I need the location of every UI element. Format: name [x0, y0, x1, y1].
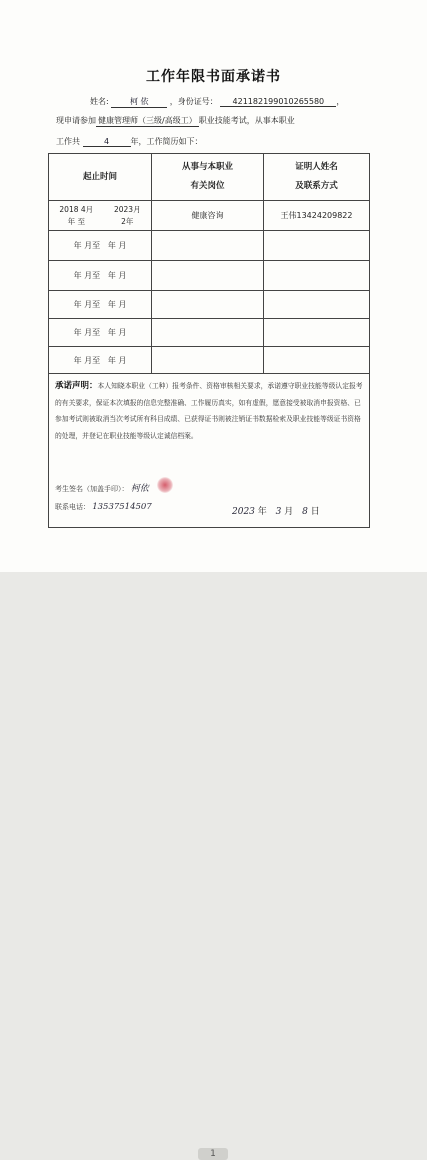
name-label: 姓名:	[90, 97, 109, 106]
phone-line	[55, 502, 152, 512]
table-header-row	[49, 154, 370, 201]
phone-label: 联系电话：	[55, 503, 90, 511]
date-month: 3	[275, 507, 282, 517]
phone-value: 13537514507	[92, 502, 152, 512]
header-post-line2: 有关岗位	[190, 181, 225, 191]
name-id-line	[90, 96, 344, 108]
period-to-line2: 2年	[121, 216, 134, 226]
pledge-paragraph	[55, 378, 363, 444]
date-year: 2023	[232, 507, 255, 517]
period-from: 年 月至	[73, 328, 101, 337]
header-post-line1: 从事与本职业	[181, 162, 233, 172]
table-row	[49, 319, 370, 347]
document-page	[0, 0, 427, 572]
period-to: 年 月	[107, 355, 127, 365]
witness-cell	[264, 291, 370, 319]
years-suffix: 年，工作简历如下：	[130, 137, 203, 146]
pledge-body: 本人知晓本职业（工种）报考条件、资格审核相关要求，承诺遵守职业技能等级认定报考的有关要求，保证本次填报的信息完整准确、工作履历真实，如有虚假，愿意接受被取消申报资格、已参加考试则被取消当次考试所有科目成绩、已获得证书则被注销证书数据检索及职业技能等级证书资格的处理，并登记在职业技能等级认定诚信档案。	[55, 382, 363, 440]
post-cell	[152, 347, 264, 374]
period-from-line2: 年 至	[67, 216, 85, 226]
period-to-line1: 2023月	[113, 204, 141, 214]
period-to: 年 月	[107, 300, 127, 309]
document-title: 工作年限书面承诺书	[146, 69, 281, 85]
table-row	[49, 347, 370, 374]
header-witness-line2: 及联系方式	[295, 181, 338, 191]
table-row	[49, 261, 370, 291]
table-row	[49, 201, 370, 231]
signature-label: 考生签名（加盖手印）：	[55, 485, 129, 493]
pledge-heading: 承诺声明：	[55, 381, 98, 391]
header-witness-line1: 证明人姓名	[295, 162, 338, 172]
period-to: 年 月	[107, 241, 127, 250]
page-indicator[interactable]: 1	[198, 1148, 228, 1160]
period-cell	[49, 261, 152, 291]
post-cell: 健康咨询	[152, 201, 264, 231]
period-to: 年 月	[107, 328, 127, 337]
work-history-table	[48, 153, 370, 528]
table-row	[49, 231, 370, 261]
period-cell	[49, 319, 152, 347]
header-post	[152, 154, 264, 201]
period-from	[59, 204, 93, 228]
period-from: 年 月至	[73, 271, 101, 280]
pledge-row	[49, 374, 370, 528]
period-from-line1: 2018 4月	[59, 204, 94, 214]
post-cell	[152, 319, 264, 347]
period-from: 年 月至	[73, 355, 101, 365]
id-value: 421182199010265580	[220, 97, 336, 107]
date-month-unit: 月	[284, 507, 294, 517]
years-prefix: 工作共	[56, 137, 80, 146]
fingerprint-stamp	[157, 477, 173, 493]
id-label: ，身份证号：	[169, 97, 218, 106]
viewer-bottom-bar	[0, 572, 427, 1159]
id-comma: ，	[336, 97, 345, 106]
witness-cell	[264, 347, 370, 374]
date-day: 8	[302, 507, 308, 517]
apply-suffix: 职业技能考试，从事本职业	[198, 116, 295, 125]
period-to: 年 月	[107, 271, 127, 280]
apply-prefix: 现申请参加	[56, 116, 96, 125]
post-cell	[152, 231, 264, 261]
years-line	[56, 136, 203, 147]
apply-value: 健康管理师（三级/高级工）	[98, 116, 197, 125]
period-from: 年 月至	[73, 241, 101, 250]
period-cell	[49, 231, 152, 261]
sign-date	[232, 504, 320, 517]
header-period: 起止时间	[49, 154, 152, 201]
period-from: 年 月至	[73, 300, 101, 309]
header-witness	[264, 154, 370, 201]
witness-cell	[264, 261, 370, 291]
years-value: 4	[83, 137, 131, 147]
apply-line	[56, 115, 295, 127]
witness-cell	[264, 231, 370, 261]
period-cell	[49, 347, 152, 374]
witness-cell: 王伟13424209822	[264, 201, 370, 231]
period-cell	[49, 201, 152, 231]
post-cell	[152, 261, 264, 291]
name-value: 柯 依	[111, 96, 167, 108]
pledge-cell	[49, 374, 370, 528]
date-year-unit: 年	[257, 507, 267, 517]
signature-value: 柯依	[130, 484, 149, 494]
witness-cell	[264, 319, 370, 347]
signature-line	[55, 481, 149, 494]
post-cell	[152, 291, 264, 319]
period-cell	[49, 291, 152, 319]
date-day-unit: 日	[310, 507, 320, 517]
table-row	[49, 291, 370, 319]
period-to	[114, 204, 141, 228]
